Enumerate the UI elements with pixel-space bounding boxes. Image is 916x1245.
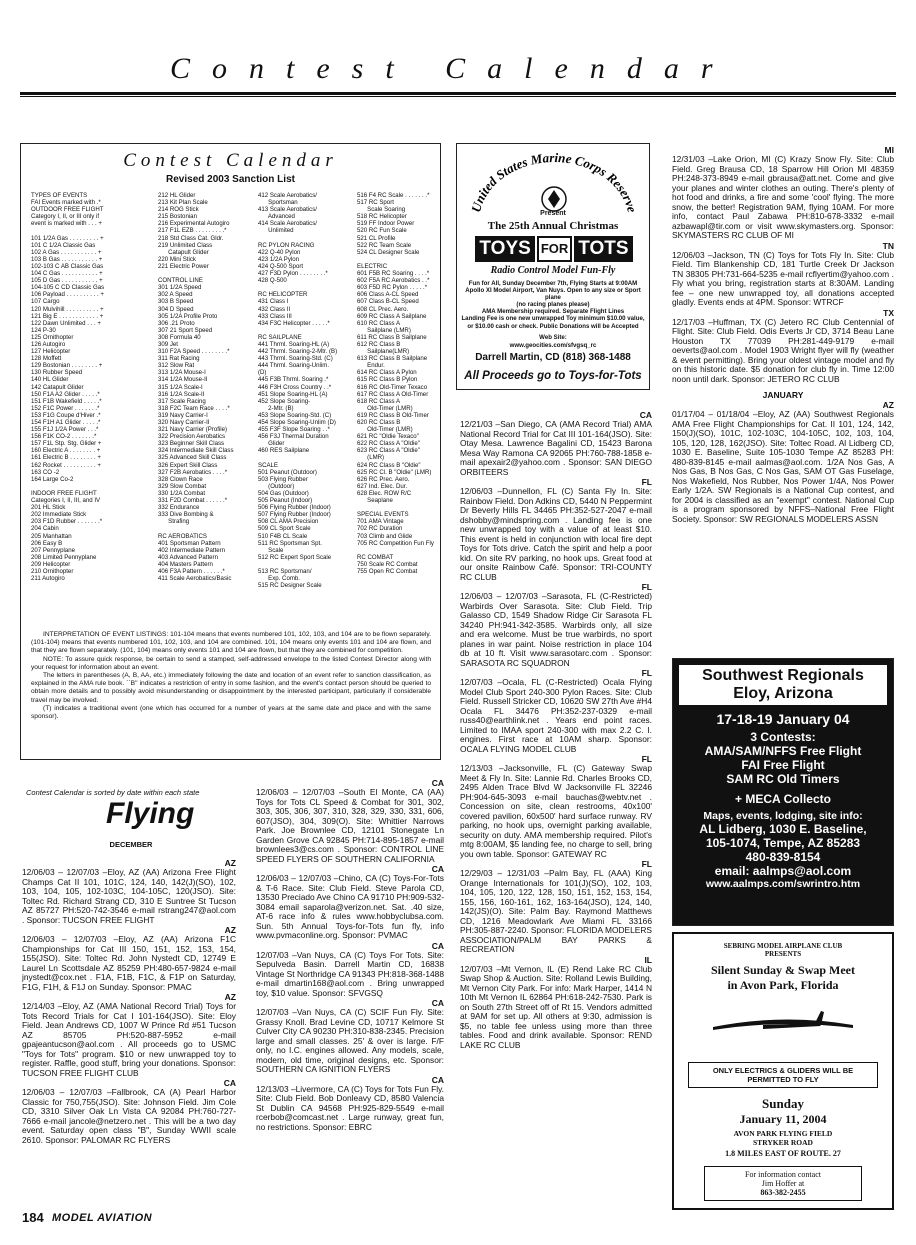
note-paragraph: (T) indicates a traditional event (one which has occurred for a number of years at the same date and place and with the same sponsor). <box>31 704 431 721</box>
southwest-regionals-ad: Southwest Regionals Eloy, Arizona 17-18-19 January 04 3 Contests: AMA/SAM/NFFS Free Flight FAI Free Flight SAM RC Old Timers + MECA Collecto Maps, events, lodging, site info: AL Lidberg, 1030 E. Baseline, 105-1074, Tempe, AZ 85283 480-839-8154 email: aalmps@aol.com www.aalmps.com/swrintro.htm <box>672 658 894 926</box>
events-column-c <box>460 410 652 1050</box>
sanction-box-title: Contest Calendar <box>123 150 338 171</box>
state-heading: CA <box>431 1074 444 1085</box>
state-heading: CA <box>431 940 444 951</box>
tots-web-label: Web Site: <box>539 334 567 341</box>
tots-contact: Darrell Martin, CD (818) 368-1488 <box>475 352 631 363</box>
tots-title: The 25th Annual Christmas <box>487 220 619 232</box>
page-number: 184 <box>22 1210 44 1225</box>
state-heading: AZ <box>224 992 236 1002</box>
state-heading: CA <box>431 998 444 1008</box>
event-listing: 12/06/03 – 12/07/03 –Fallbrook, CA (A) Pearl Harbor Classic for 750,755(JSO). Site: Johnson Field. Jim Cole CD, 3310 Silver Oak Ln Vista CA 92084 PH:760-727-7666 e-mail jancole@netzero.net . This will be a two day event. Saturday open class "B", Sunday WWII scale 2610. Sponsor: PALOMAR RC FLYERS <box>22 1087 236 1145</box>
magazine-name: MODEL AVIATION <box>52 1212 153 1224</box>
sebring-silent-sunday-ad: SEBRING MODEL AIRPLANE CLUB PRESENTS Silent Sunday & Swap Meet in Avon Park, Florida ONLY ELECTRICS & GLIDERS WILL BE PERMITTED TO FLY Sunday January 11, 2004 AVON PARK FLYING FIELD STRYKER ROAD 1.8 MILES EAST OF ROUTE. 27 For information contact Jim Hoffer at 863-382-2455 <box>672 932 894 1210</box>
tots-present: Present <box>540 210 566 217</box>
event-listing: 12/07/03 –Mt Vernon, IL (E) Rend Lake RC Club Swap Shop & Auction. Site: Rolland Lewis Building, Mt Vernon City Park. For info: Mark Harper, 1414 N 10th Mt Vernon IL 62864 PH:618-242-7530. Park is on South 27th Street off of Rt 15. Vendors admitted at 9AM for set up. All others at 9:30, admission is $5, no table fee unless using more than three tables. Food and drink available. Sponsor: REND LAKE RC CLUB <box>460 963 652 1050</box>
section-title: Flying <box>106 797 195 830</box>
event-listing: 12/29/03 – 12/31/03 –Palm Bay, FL (AAA) King Orange Internationals for 101(J)(SO), 102, 103, 104, 105, 120, 122, 128, 150, 151, 152, 153, 154, 155, 156, 160-161, 162, 163-164(JSO), 124, 140, 142(JS)(O). Site: Palm Bay. Raymond Matthews CD, 1216 Meadowlark Ave Miami FL 33166 PH:305-887-2240. Sponsor: FLORIDA MODELERS ASSOCIATION/PALM BAY PARKS & RECREATION <box>460 868 652 954</box>
sorted-note: Contest Calendar is sorted by date within each state <box>26 788 200 797</box>
electric-only-notice: ONLY ELECTRICS & GLIDERS WILL BE PERMITTED TO FLY <box>688 1062 878 1088</box>
state-heading: FL <box>641 668 652 678</box>
event-listing: 12/17/03 –Huffman, TX (C) Jetero RC Club Centennial of Flight. Site: Club Field. Odis Everts Jr CD, 3714 Beau Lane Houston TX 77039 PH:281-449-9179 e-mail oeverts@aol.com . Model 1903 Wright flyer will fly (weather & event permitting). Bring your oldest vintage model and fly on this historic date. $5 donation for club fly in. Time 12:00 noon until dark. Sponsor: JETERO RC CLUB <box>672 316 894 384</box>
note-paragraph: INTERPRETATION OF EVENT LISTINGS: 101-104 means that events numbered 101, 102, 103, and 104 are to be flown separately. (101-104) means that events numbered 101, 102, 103, and 104 are combined. 101, 104 means only events 101 and 104 are flown, and that they are flown separately. (101, 104) means only events 101 and 104 are flown, but that they are combined for competition. <box>31 631 431 655</box>
event-listing: 12/07/03 –Van Nuys, CA (C) SCIF Fun Fly. Site: Grassy Knoll. Brad Levine CD, 10717 Kelmore St Culver City CA 90230 PH:310-838-2345. Precision large and small classes. 25' & over is large. F/F only, no I.C. engines allowed. Any models, scale, modern, old time, original designs, etc. Sponsor: SOUTHERN CA IGNITION FLYERS <box>256 1007 444 1074</box>
event-listing: 12/06/03 –Jackson, TN (C) Toys for Tots Fly In. Site: Club Field. Tim Blankenship CD, 181 Turtle Creek Dr Jackson TN 38305 PH:731-664-5235 e-mail rcflyertim@yahoo.com . Fly what you bring, registration starts at 8:30AM. Landing fee – one new unwrapped toy, all donations accepted gladly. Events ends at 4PM. Sponsor: WTRCF <box>672 249 894 307</box>
event-listing: 12/06/03 –Dunnellon, FL (C) Santa Fly In. Site: Rainbow Field. Don Adkins CD, 5440 N Peppermint Dr Beverly Hills FL 34465 PH:352-527-2047 e-mail dshobby@mindspring.com . Landing fee is one new unwrapped toy with a value of at least $10. This event is held in conjunction with local fire dept Toys for Tots drive. Catch the spirit and help a poor kid. On site RV parking, no hook ups. Great food at our onsite Rainbow Café. Sponsor: TRI-COUNTY RC CLUB <box>460 486 652 582</box>
header-rule <box>20 92 896 95</box>
event-listing: 12/31/03 –Lake Orion, MI (C) Krazy Snow Fly. Site: Club Field. Greg Brausa CD, 18 Sparrow Hill Orion MI 48359 PH:248-373-8949 e-mail gbrausa@att.net. Come and give your planes and winter clothes an outing. There's plenty of hot food and drinks, a fire and some 'cool' flying. The more snow, the better! Registration 9AM, flying 10AM. For more info, contact Paul Zabawa PH:810-678-3332 e-mail azbawapl@tir.com or visit www.skymasters.org. Sponsor: SKYMASTERS RC CLUB OF MI <box>672 154 894 240</box>
sebring-contact-box: For information contact Jim Hoffer at 863-382-2455 <box>704 1166 862 1201</box>
event-listing: 12/06/03 – 12/07/03 –South El Monte, CA (AA) Toys for Tots CL Speed & Combat for 301, 302, 303, 305, 306, 307, 310, 328, 329, 330, 331, 606, 607(JSO), 304, 309(O). Site: Whittier Narrows Park. Joe Brownlee CD, 12101 Stonegate Ln Garden Grove CA 92845 PH:714-895-1857 e-mail brownlees3@cs.com . Sponsor: CONTROL LINE SPEED FLYERS OF SOUTHERN CALIFORNIA <box>256 787 444 864</box>
toys-for-tots-ad <box>456 143 650 390</box>
event-listing: 12/14/03 –Eloy, AZ (AMA National Record Trial) Toys for Tots Record Trials for Cat I 101-164(JSO). Site: Eloy Field. Jean Andrews CD, 1007 W Prince Rd #51 Tucson AZ 85705 PH:520-887-5952 e-mail gpajeantucson@aol.com . All proceeds go to USMC "Toys for Tots" program. $10 or new unwrapped toy to register. Raffle, good stuff, bring your donations. Sponsor: TUCSON FREE FLIGHT CLUB <box>22 1001 236 1078</box>
events-column-b <box>256 778 444 1132</box>
event-listing: 12/06/03 – 12/07/03 –Sarasota, FL (C-Restricted) Warbirds Over Sarasota. Site: Club Field. Trip Galasso CD, 1549 Shadow Ridge Cir Sarasota FL 34240 PH:941-342-3585. Warbirds only, all size and era welcome. Must be true warbirds, no sport planes in war paint. Noise restriction in place 104 db at 10 ft. Visit www.sarasotarc.com . Sponsor: SARASOTA RC SQUADRON <box>460 591 652 668</box>
state-heading: FL <box>641 859 652 869</box>
event-listing: 12/07/03 –Ocala, FL (C-Restricted) Ocala Flying Model Club Sport 240-300 Pylon Races. Site: Club Field. Russell Stricker CD, 10620 SW 27th Ave #H4 Ocala FL 34476 PH:352-237-0329 e-mail russ40@earthlink.net . Years end point races. Limited to IMAA sport 240-300 with max 2.2 C. I. engines. First race at 10AM sharp. Sponsor: OCALA FLYING MODEL CLUB <box>460 677 652 754</box>
state-heading: FL <box>641 582 652 592</box>
sanction-column-1: TYPES OF EVENTS FAI Events marked with .* OUTDOOR FREE FLIGHT Category I, II, or III only if event is marked with . . . + 101 1/2A Gas . . . . . . . . . + 101 C 1/2A Classic Gas 102 A Gas . . . . . . . . . . . + 103 B Gas . . . . . . . . . . . + 102-103 C AB Classic Gas 104 C Gas . . . . . . . . . . . + 105 D Gas . . . . . . . . . . . + 104-105 C CD Classic Gas 106 Payload . . . . . . . . . . + 107 Cargo 120 Mulvihill . . . . . . . . . . + 121 Big E . . . . . . . . . . . . + 122 Dawn Unlimited . . . + 124 P-30 125 Ornithopter 126 Autogiro 127 Helicopter 128 Moffett 129 Bostonian . . . . . . . . + 130 Rubber Speed 140 HL Glider 142 Catapult Glider 150 F1A A2 Glider . . . . .* 151 F1B Wakefield . . . . .* 152 F1C Power . . . . . . .* 153 F1G Coupe d'Hiver .* 154 F1H A1 Glider . . . . .* 155 F1J 1/2A Power . . .* 156 F1K CO-2 . . . . . . .* 157 F1L Stp. Stg. Glider + 160 Electric A . . . . . . . . + 161 Electric B . . . . . . . . + 162 Rocket . . . . . . . . . . + 163 CO -2 164 Large Co-2 INDOOR FREE FLIGHT Categories I, II, III, and IV 201 HL Stick 202 Immediate Stick 203 F1D Rubber . . . . . . .* 204 Cabin 205 Manhattan 206 Easy B 207 Pennyplane 208 Limited Pennyplane 209 Helicopter 210 Ornithopter 211 Autogiro <box>31 192 105 583</box>
event-listing: 12/06/03 – 12/07/03 –Eloy, AZ (AA) Arizona Free Flight Champs Cat II 101, 101C, 124, 140, 142(J)(SO), 102, 103, 104, 105, 102-103C, 104-105C, 120(JSO). Site: Toltec Rd. Richard Strang CD, 310 E Suntree St Tucson AZ 85727 PH:520-742-3546 e-mail rstrang247@aol.com . Sponsor: TUCSON FREE FLIGHT <box>22 867 236 925</box>
state-heading: CA <box>431 778 444 788</box>
sanction-list-box <box>20 143 441 760</box>
note-paragraph: NOTE: To assure quick response, be certain to send a stamped, self-addressed envelope to the listed Contest Director along with your request for information about an event. <box>31 655 431 671</box>
events-column-d <box>672 145 894 524</box>
sw-title-box: Southwest Regionals Eloy, Arizona <box>679 665 887 705</box>
glider-illustration-icon <box>703 995 863 1055</box>
month-heading-december: DECEMBER <box>109 840 153 849</box>
event-listing: 12/13/03 –Jacksonville, FL (C) Gateway Swap Meet & Fly In. Site: Lannie Rd. Charles Brooks CD, 2495 Alden Trace Blvd W Jacksonville FL 32246 PH:904-645-3093 e-mail bauchas@webtv.net . Concession on site, clean restrooms, 40x100' covered pavilion, 60x500' hard surface runway. RV parking, no hook ups, overnight parking available, security on duty. AMA membership required. Pilot's mtg 8:00AM, $5 landing fee, no charge to sell, bring you own table. Sponsor: GATEWAY RC <box>460 763 652 859</box>
state-heading: AZ <box>882 400 894 410</box>
state-heading: CA <box>223 1078 236 1088</box>
events-column-a <box>22 858 236 1145</box>
toys-for-tots-logo: TOYS FOR TOTS <box>487 236 621 262</box>
state-heading: CA <box>639 410 652 420</box>
tots-subtitle: Radio Control Model Fun-Fly <box>490 265 616 276</box>
state-heading: FL <box>641 754 652 764</box>
state-heading: CA <box>431 864 444 874</box>
state-heading: TN <box>882 240 894 251</box>
sanction-box-subtitle: Revised 2003 Sanction List <box>166 174 295 185</box>
event-listing: 01/17/04 – 01/18/04 –Eloy, AZ (AA) Southwest Regionals AMA Free Flight Championships for Cat. II 101, 124, 142, 150(J)(SO), 101C, 102-103C, 104-105C, 102, 103, 104, 105, 120, 128, 162(JSO). Site: Toltec Road. Al Lidberg CD, 1030 E. Baseline, Suite 105-1030 Tempe AZ 85283 PH: 480-839-8145 e-mail aalmas@aol.com. 1/2A Nos Gas, A Nos Gas, B Nos Gas, C Nos Gas, SAM OT Gas Fuselage, Nos Wakefield, Nos Rubber, Nos Power 1/4A, Nos Power Early 1/2A. SW Regionals is a National Cup contest, and for 2004 is classified as an "exempt" contest. National Cup is a program sponsored by NFFS–National Free Flight Society. Sponsor: SW REGIONALS MODELERS ASSN <box>672 409 894 524</box>
event-listing: 12/13/03 –Livermore, CA (C) Toys for Tots Fun Fly. Site: Club Field. Bob Donleavy CD, 8580 Valencia St Dublin CA 94568 PH:925-829-5549 e-mail rcerbob@comcast.net . Large runway, great fun, no restrictions. Sponsor: EBRC <box>256 1083 444 1132</box>
state-heading: MI <box>884 145 894 155</box>
event-listing: 12/21/03 –San Diego, CA (AMA Record Trial) AMA National Record Trial for Cat III 101-164(JSO). Site: Otay Mesa. Lawrence Bagalini CD, 15423 Barona Mesa Way Ramona CA 92065 PH:760-788-1858 e-mail apexair2@yahoo.com . Sponsor: SAN DIEGO ORBITEERS <box>460 419 652 477</box>
event-listing: 12/07/03 –Van Nuys, CA (C) Toys For Tots. Site: Sepulveda Basin. Darrell Martin CD, 16838 Vintage St Northridge CA 91343 PH:818-368-1488 e-mail dmartin168@aol.com . Bring unwrapped toy, $10 value. Sponsor: SFVGSQ <box>256 949 444 998</box>
state-heading: IL <box>644 954 652 965</box>
sanction-notes <box>31 631 431 721</box>
event-listing: 12/06/03 – 12/07/03 –Eloy, AZ (AA) Arizona F1C Championships for Cat III 150, 151, 152, 153, 154, 155(JSO). Site: Toltec Rd. John Nystedt CD, 12749 E Laurel Ln Scottsdale AZ 85259 PH:480-657-9824 e-mail jnystedt@cox.net . F1A, F1B, F1C, & F1P on Saturday, F1G, F1H, & F1J on Sunday. Sponsor: PMAC <box>22 934 236 992</box>
tots-footer: All Proceeds go to Toys-for-Tots <box>464 370 642 382</box>
sanction-column-4: 516 F4 RC Scale . . . . . . .* 517 RC Sport Scale Soaring 518 RC Helicopter 519 FF Indoor Power 520 RC Fun Scale 521 CL Profile 522 RC Team Scale 524 CL Designer Scale ELECTRIC 601 F5B RC Soaring . . . .* 602 F5A RC Aerobatics . .* 603 F5D RC Pylon . . . . .* 606 Class A-CL Speed 607 Class B-CL Speed 608 CL Prec. Aero. 609 RC Class A Sailplane 610 RC Class A Sailplane (LMR) 611 RC Class B Sailplane 612 RC Class B Sailplane(LMR) 613 RC Class B Sailplane Endur. 614 RC Class A Pylon 615 RC Class B Pylon 616 RC Old-Timer Texaco 617 RC Class A Old-Timer 618 RC Class A Old-Timer (LMR) 619 RC Class B Old-Timer 620 RC Class B Old-Timer (LMR) 621 RC "Oldie Texaco" 622 RC Class A "Oldie" 623 RC Class A "Oldie" (LMR) 624 RC Class B "Oldie" 625 RC Cl. B "Oldie" (LMR) 626 RC Prec. Aero. 627 Ind. Elec. Dur. 628 Elec. ROW R/C Seaplane SPECIAL EVENTS 701 AMA Vintage 702 RC Duration 703 Climb and Glide 705 RC Competition Fun Fly RC COMBAT 750 Scale RC Combat 755 Open RC Combat <box>357 192 434 575</box>
note-paragraph: The letters in parentheses (A, B, AA, etc.) immediately following the date and location of an event refer to sanction classification, as explained in the AMA rule book. ``B'' indicates a restriction of entry in some fashion, and the event's contact person should be queried to obtain more details and to possibly avoid misunderstanding or disappointment by the interested participant, particularly if considerable travel may be involved. <box>31 672 431 704</box>
header-rule-thin <box>20 96 896 97</box>
sanction-column-2: 212 HL Glider 213 Kit Plan Scale 214 ROG Stick 215 Bostonian 216 Experimental Autogiro 217 F1L EZB . . . . . . . . .* 218 Std Class Cat. Gldr. 219 Unlimited Class Catapult Glider 220 Mini Stick 221 Electric Power CONTROL LINE 301 1/2A Speed 302 A Speed 303 B Speed 304 D Speed 305 1/2A Profile Proto 306 .21 Proto 307 21 Sport Speed 308 Formula 40 309 Jet 310 F2A Speed . . . . . . . .* 311 Rat Racing 312 Slow Rat 313 1/2A Mouse-I 314 1/2A Mouse-II 315 1/2A Scale-I 316 1/2A Scale-II 317 Scale Racing 318 F2C Team Race . . . .* 319 Navy Carrier-I 320 Navy Carrier-II 321 Navy Carrier (Profile) 322 Precision Aerobatics 323 Beginner Skill Class 324 Intermediate Skill Class 325 Advanced Skill Class 326 Expert Skill Class 327 F2B Aerobatics . . . .* 328 Clown Race 329 Slow Combat 330 1/2A Combat 331 F2D Combat . . . . . .* 332 Endurance 333 Dive Bombing & Strafing RC AEROBATICS 401 Sportsman Pattern 402 Intermediate Pattern 403 Advanced Pattern 404 Masters Pattern 406 F3A Pattern . . . . . .* 411 Scale Aerobatics/Basic <box>158 192 234 583</box>
state-heading: FL <box>641 477 652 487</box>
month-heading-january: JANUARY <box>762 390 804 400</box>
state-heading: TX <box>883 307 894 318</box>
sanction-column-3: 412 Scale Aerobatics/ Sportsman 413 Scale Aerobatics/ Advanced 414 Scale Aerobatics/ Unlimited RC PYLON RACING 422 Q-40 Pylon 423 1/2A Pylon 424 Q-500 Sport 427 F3D Pylon . . . . . . . .* 428 Q-500 RC HELICOPTER 431 Class I 432 Class II 433 Class III 434 F3C Helicopter . . . . .* RC SAILPLANE 441 Thrml. Soaring-HL (A) 442 Thrml. Soaring-2-Mtr. (B) 443 Thrml. Soaring-Std. (C) 444 Thrml. Soaring-Unlim. (D) 445 F3B Thrml. Soaring .* 446 F3H Cross Country . .* 451 Slope Soaring-HL (A) 452 Slope Soaring- 2-Mtr. (B) 453 Slope Soaring-Std. (C) 454 Slope Soaring-Unlim (D) 455 F3F Slope Soaring . .* 456 F3J Thermal Duration Glider 460 RES Sailplane SCALE 501 Peanut (Outdoor) 503 Flying Rubber (Outdoor) 504 Gas (Outdoor) 505 Peanut (Indoor) 506 Flying Rubber (Indoor) 507 Flying Rubber (Indoor) 508 CL AMA Precision 509 CL Sport Scale 510 F4B CL Scale 511 RC Sportsman Spt. Scale 512 RC Expert Sport Scale 513 RC Sportsman/ Exp. Comb. 515 RC Designer Scale <box>258 192 338 590</box>
page-title: Contest Calendar <box>170 52 735 85</box>
event-listing: 12/06/03 – 12/07/03 –Chino, CA (C) Toys-For-Tots & T-6 Race. Site: Club Field. Steve Parola CD, 13530 Preciado Ave Chino CA 91710 PH:909-532-3084 email saparola@verizon.net. Sat. .40 size, AT-6 race info & rules www.hobbyclubsa.com. Sun. 5th Annual Toys-for-Tots fun fly, info www.pvmaconline.org. Sponsor: PVMAC <box>256 873 444 940</box>
state-heading: AZ <box>224 925 236 935</box>
tots-web: www.geocities.com/sfvgsq_rc <box>509 342 597 349</box>
tots-details: Fun for All, Sunday December 7th, Flying Starts at 9:00AM Apollo XI Model Airport, Van Nuys. Open to any size or Sport plane (no racing planes please) AMA Membership required. Separate Flight Lines Landing Fee is one new unwrapped Toy minimum $10.00 value, or $10.00 cash or check. Public Donations will be Accepted <box>461 280 645 330</box>
state-heading: AZ <box>224 858 236 868</box>
svg-text:United States Marine Corps Res: United States Marine Corps Reserve <box>468 149 640 214</box>
